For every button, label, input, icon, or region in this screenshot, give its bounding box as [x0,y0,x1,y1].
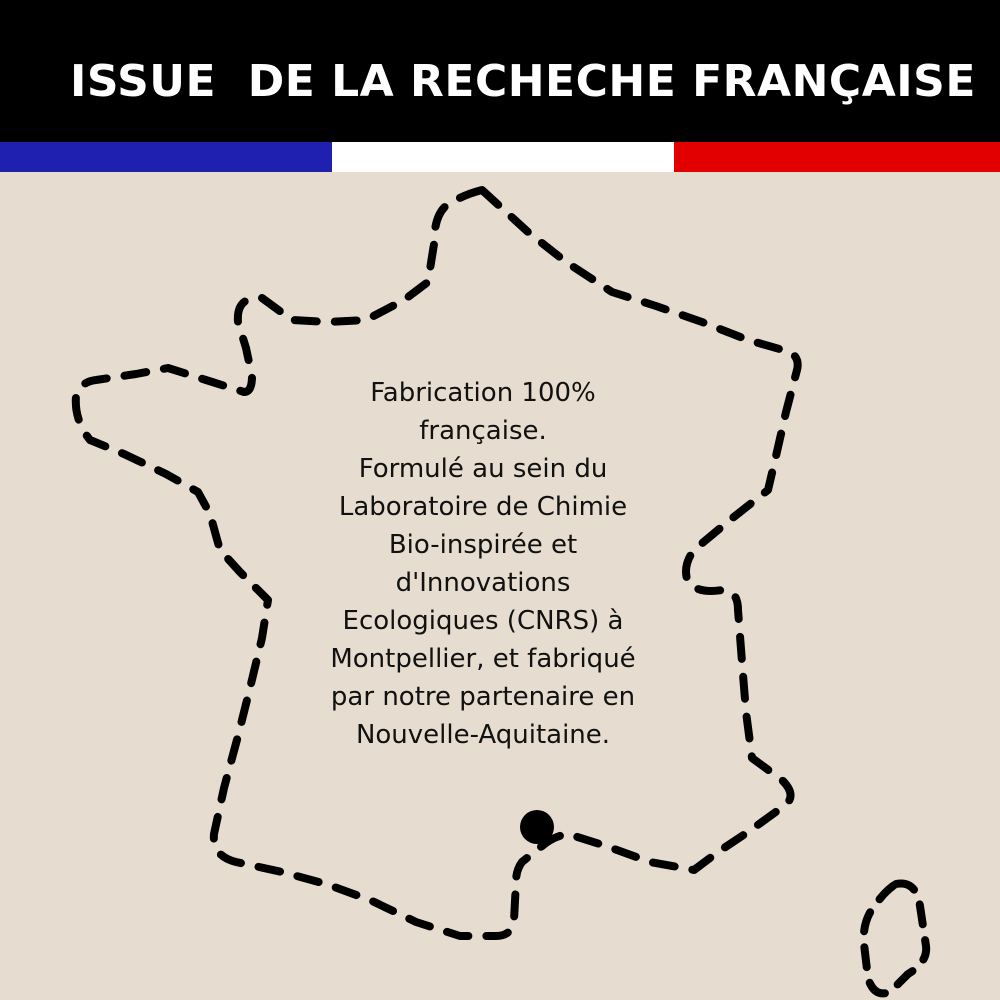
description-line: Ecologiques (CNRS) à [342,606,624,636]
description-line: Fabrication 100% [370,378,596,408]
corsica-outline-icon [864,883,926,993]
montpellier-location-dot-icon [520,810,554,844]
description-line: Laboratoire de Chimie [338,492,628,522]
description-line: française. [419,416,547,446]
description-line: par notre partenaire en [330,682,636,712]
description-text [283,374,683,754]
description-line: Nouvelle-Aquitaine. [355,720,611,750]
description-line: Montpellier, et fabriqué [330,644,636,674]
page-title: ISSUE DE LA RECHECHE FRANÇAISE [70,56,976,107]
description-line: d'Innovations [395,568,571,598]
description-line: Bio-inspirée et [388,530,578,560]
description-line: Formulé au sein du [358,454,608,484]
